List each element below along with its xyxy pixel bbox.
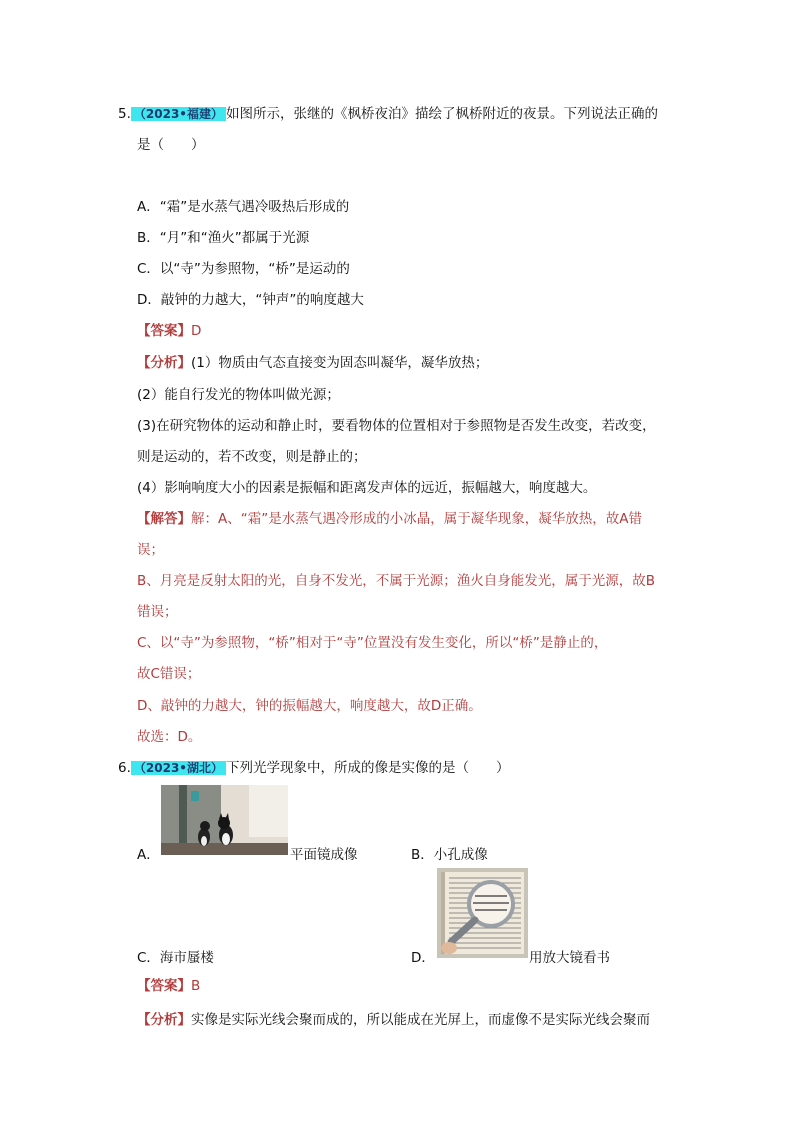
q5-solution-line3: B、月亮是反射太阳的光，自身不发光，不属于光源；渔火自身能发光，属于光源，故B xyxy=(137,573,656,589)
magnifier-book-photo xyxy=(437,868,528,958)
q5-analysis-line1 xyxy=(137,353,488,373)
q5-solution-line4: 错误； xyxy=(137,604,178,620)
q5-solution-text: 解：A、“霜”是水蒸气遇冷形成的小冰晶，属于凝华现象，凝华放热，故A错 xyxy=(191,511,642,527)
q5-solution-line2: 误； xyxy=(137,542,164,558)
q6-analysis-text: 实像是实际光线会聚而成的，所以能成在光屏上，而虚像不是实际光线会聚而 xyxy=(191,1012,650,1028)
q5-option-a: A．“霜”是水蒸气遇冷吸热后形成的 xyxy=(137,199,350,215)
q5-stem-line1 xyxy=(118,104,658,124)
q6-answer xyxy=(137,976,200,996)
q5-option-d: D．敲钟的力越大，“钟声”的响度越大 xyxy=(137,292,364,308)
q5-answer xyxy=(137,321,201,341)
q5-number: 5. xyxy=(118,106,131,122)
q6-analysis xyxy=(137,1010,650,1030)
cat-mirror-photo xyxy=(161,785,288,855)
q5-solution-line1 xyxy=(137,509,642,529)
q6-number: 6. xyxy=(118,760,131,776)
q5-source-tag: （2023•福建） xyxy=(131,107,226,121)
q6-stem xyxy=(118,758,509,778)
q6-answer-label: 【答案】 xyxy=(137,978,191,994)
q6-option-a xyxy=(137,845,160,865)
q5-option-b: B．“月”和“渔火”都属于光源 xyxy=(137,230,310,246)
q6-option-d-text: 用放大镜看书 xyxy=(529,950,610,966)
q5-analysis-label: 【分析】 xyxy=(137,355,191,371)
q5-option-c: C．以“寺”为参照物，“桥”是运动的 xyxy=(137,261,350,277)
q6-analysis-label: 【分析】 xyxy=(137,1012,191,1028)
q6-option-a-prefix: A． xyxy=(137,847,160,863)
q5-stem-line2: 是（ ） xyxy=(137,137,205,153)
q5-stem-text: 如图所示，张继的《枫桥夜泊》描绘了枫桥附近的夜景。下列说法正确的 xyxy=(225,106,658,122)
q5-analysis-line2: (2）能自行发光的物体叫做光源； xyxy=(137,387,340,403)
q6-answer-value: B xyxy=(191,978,201,994)
q5-solution-line7: D、敲钟的力越大，钟的振幅越大，响度越大，故D正确。 xyxy=(137,698,482,714)
q5-solution-line8: 故选：D。 xyxy=(137,729,202,745)
q6-source-tag: （2023•湖北） xyxy=(131,761,226,775)
q5-solution-label: 【解答】 xyxy=(137,511,191,527)
q5-analysis-line4: 则是运动的，若不改变，则是静止的； xyxy=(137,449,367,465)
q5-answer-value: D xyxy=(191,323,202,339)
q5-analysis-text: (1）物质由气态直接变为固态叫凝华，凝华放热； xyxy=(191,355,489,371)
q6-option-a-text: 平面镜成像 xyxy=(290,847,358,863)
q5-answer-label: 【答案】 xyxy=(137,323,191,339)
q5-analysis-line3: (3)在研究物体的运动和静止时，要看物体的位置相对于参照物是否发生改变，若改变， xyxy=(137,418,656,434)
q6-option-d xyxy=(411,948,435,968)
q6-option-b: B．小孔成像 xyxy=(411,847,488,863)
q6-option-c: C．海市蜃楼 xyxy=(137,950,214,966)
q5-solution-line6: 故C错误； xyxy=(137,666,201,682)
q6-option-d-prefix: D． xyxy=(411,950,435,966)
q5-solution-line5: C、以“寺”为参照物，“桥”相对于“寺”位置没有发生变化，所以“桥”是静止的， xyxy=(137,635,608,651)
q6-stem-text: 下列光学现象中，所成的像是实像的是（ ） xyxy=(225,760,510,776)
q5-analysis-line5: (4）影响响度大小的因素是振幅和距离发声体的远近，振幅越大，响度越大。 xyxy=(137,480,597,496)
